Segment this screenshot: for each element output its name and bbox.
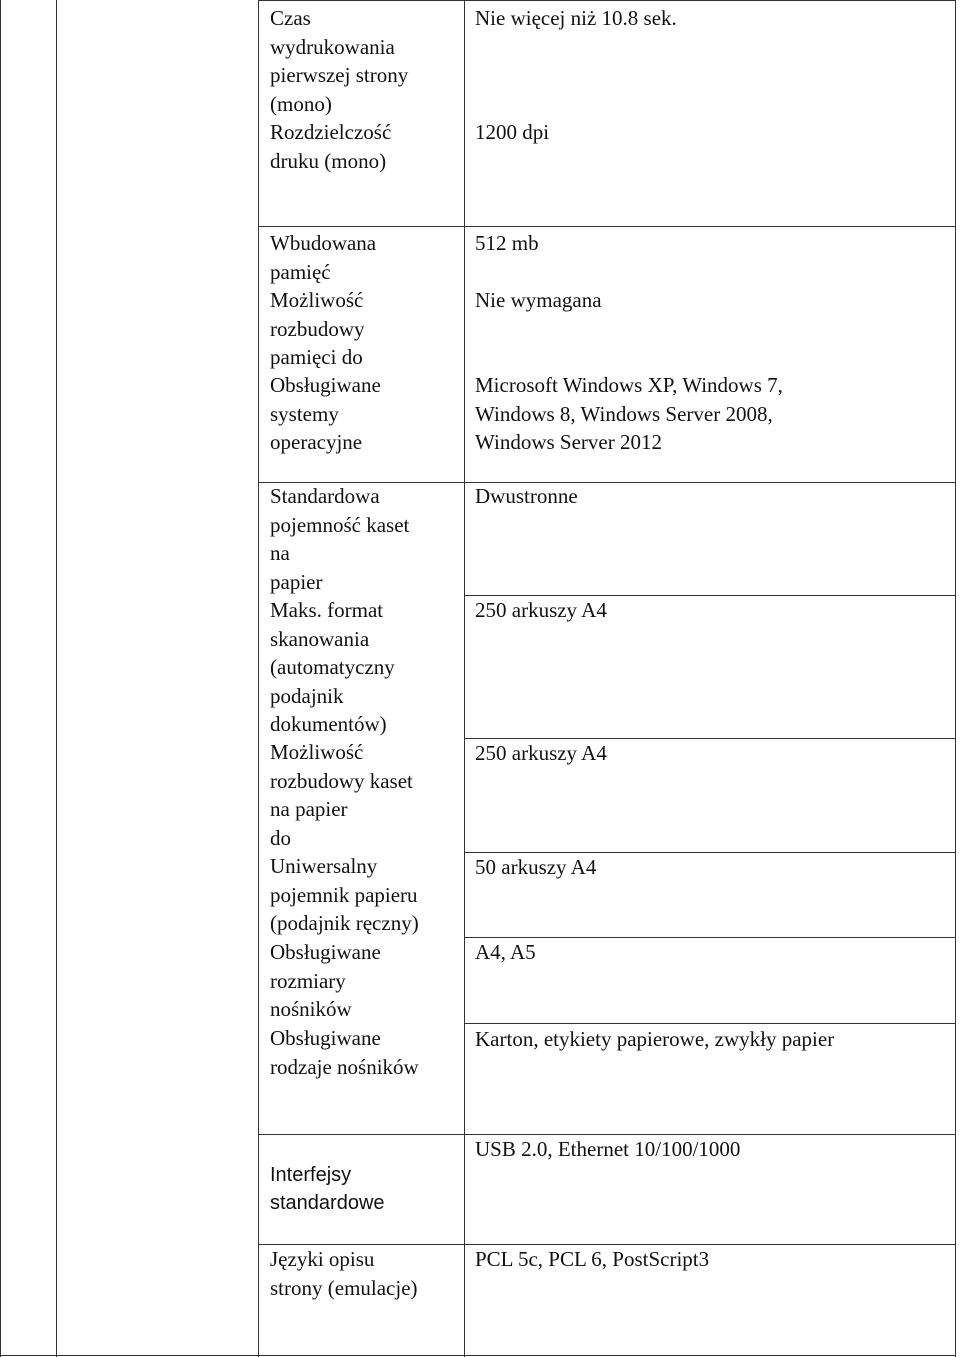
spec-value-media-types: Karton, etykiety papierowe, zwykły papier — [475, 1027, 835, 1051]
spec-label-tray-expansion: Możliwość rozbudowy kaset na papier do — [270, 740, 413, 850]
spec-value-first-page-time: Nie więcej niż 10.8 sek. — [475, 6, 677, 30]
column-divider-3 — [464, 0, 465, 1357]
table-border-left — [0, 0, 1, 1357]
column-divider-1 — [56, 0, 57, 1357]
spec-value-standard-tray-capacity: Dwustronne — [475, 484, 578, 508]
spec-value-max-scan-format: 250 arkuszy A4 — [475, 598, 607, 622]
spec-value-page-description-languages: PCL 5c, PCL 6, PostScript3 — [475, 1247, 710, 1271]
spec-label-print-resolution: Rozdzielczość druku (mono) — [270, 120, 392, 173]
spec-label-first-page-time: Czas wydrukowania pierwszej strony (mono) — [270, 6, 409, 116]
spec-label-memory-expansion: Możliwość rozbudowy pamięci do — [270, 288, 365, 369]
spec-value-interfaces: USB 2.0, Ethernet 10/100/1000 — [475, 1137, 741, 1161]
spec-value-manual-feeder: 50 arkuszy A4 — [475, 855, 597, 879]
spec-value-built-in-memory: 512 mb — [475, 231, 539, 255]
column-divider-2 — [258, 0, 259, 1357]
row-divider — [258, 0, 956, 1]
spec-label-interfaces: Interfejsy standardowe — [270, 1164, 385, 1214]
row-divider — [464, 1023, 956, 1024]
row-divider — [258, 226, 956, 227]
table-border-right — [955, 0, 956, 1357]
spec-value-operating-systems: Microsoft Windows XP, Windows 7, Windows 8, Windows Server 2008, Windows Server 2012 — [475, 373, 783, 454]
spec-label-media-sizes: Obsługiwane rozmiary nośników — [270, 940, 381, 1021]
spec-label-max-scan-format: Maks. format skanowania (automatyczny podajnik dokumentów) — [270, 598, 395, 736]
spec-label-standard-tray-capacity: Standardowa pojemność kaset na papier — [270, 484, 410, 594]
spec-value-tray-expansion: 250 arkuszy A4 — [475, 741, 607, 765]
spec-label-media-types: Obsługiwane rodzaje nośników — [270, 1026, 419, 1079]
spec-value-media-sizes: A4, A5 — [475, 940, 536, 964]
spec-value-memory-expansion: Nie wymagana — [475, 288, 602, 312]
table-border-bottom — [0, 1355, 956, 1356]
spec-label-operating-systems: Obsługiwane systemy operacyjne — [270, 373, 381, 454]
spec-label-page-description-languages: Języki opisu strony (emulacje) — [270, 1247, 418, 1300]
spec-value-print-resolution: 1200 dpi — [475, 120, 550, 144]
spec-label-manual-feeder: Uniwersalny pojemnik papieru (podajnik ręczny) — [270, 854, 419, 935]
spec-label-built-in-memory: Wbudowana pamięć — [270, 231, 377, 284]
